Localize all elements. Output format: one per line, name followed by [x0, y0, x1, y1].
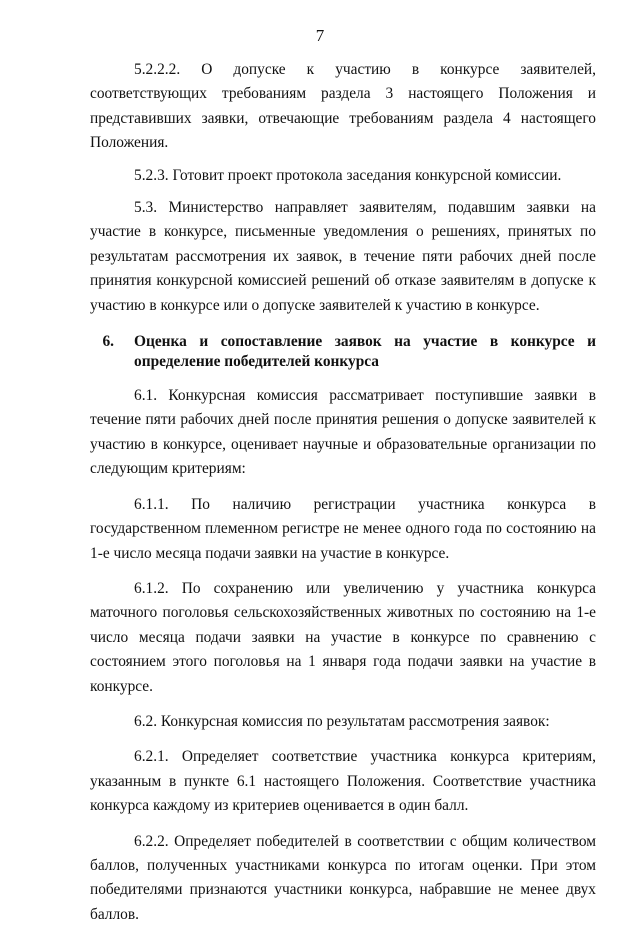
paragraph-6-2: 6.2. Конкурсная комиссия по результатам рассмотрения заявок: — [134, 712, 550, 730]
paragraph-6-1-2: 6.1.2. По сохранению или увеличению у участника конкурса маточного поголовья сельскохозяйственных животных по состоянию на 1-е число месяца подачи заявки на участие в конкурсе по сравнению с состоянием этого поголовья на 1 января года подачи заявки на участие в конкурсе. — [90, 579, 596, 695]
section-title: Оценка и сопоставление заявок на участие в конкурсе и определение победителей конкурса — [134, 333, 596, 371]
paragraph-6-1-1: 6.1.1. По наличию регистрации участника конкурса в государственном племенном регистре не менее одного года по состоянию на 1-е число месяца подачи заявки на участие в конкурсе. — [90, 495, 596, 562]
paragraph-6-2-1: 6.2.1. Определяет соответствие участника конкурса критериям, указанным в пункте 6.1 настоящего Положения. Соответствие участника конкурса каждому из критериев оценивается в один балл. — [90, 748, 596, 815]
paragraph-5-2-2-2: 5.2.2.2. О допуске к участию в конкурсе заявителей, соответствующих требованиям раздела 3 настоящего Положения и представивших заявки, отвечающие требованиям раздела 4 настоящего Положения. — [90, 61, 596, 152]
paragraph-6-1: 6.1. Конкурсная комиссия рассматривает поступившие заявки в течение пяти рабочих дней после принятия решения о допуске заявителей к участию в конкурсе, оценивает научные и образовательные организации по следующим критериям: — [90, 387, 596, 478]
section-number: 6. — [102, 333, 114, 351]
paragraph-6-2-2: 6.2.2. Определяет победителей в соответствии с общим количеством баллов, полученных участниками конкурса по итогам оценки. При этом победителями признаются участники конкурса, набравшие не менее двух баллов. — [90, 832, 596, 923]
document-body — [90, 58, 596, 927]
section-heading — [90, 332, 596, 372]
paragraph-5-3: 5.3. Министерство направляет заявителям, подавшим заявки на участие в конкурсе, письменные уведомления о решениях, принятых по результатам рассмотрения их заявок, в течение пяти рабочих дней после принятия конкурсной комиссией решений об отказе заявителям в допуске к участию в конкурсе или о допуске заявителей к участию в конкурсе. — [90, 199, 596, 314]
page-number: 7 — [315, 26, 325, 45]
paragraph-5-2-3: 5.2.3. Готовит проект протокола заседания конкурсной комиссии. — [134, 166, 562, 184]
